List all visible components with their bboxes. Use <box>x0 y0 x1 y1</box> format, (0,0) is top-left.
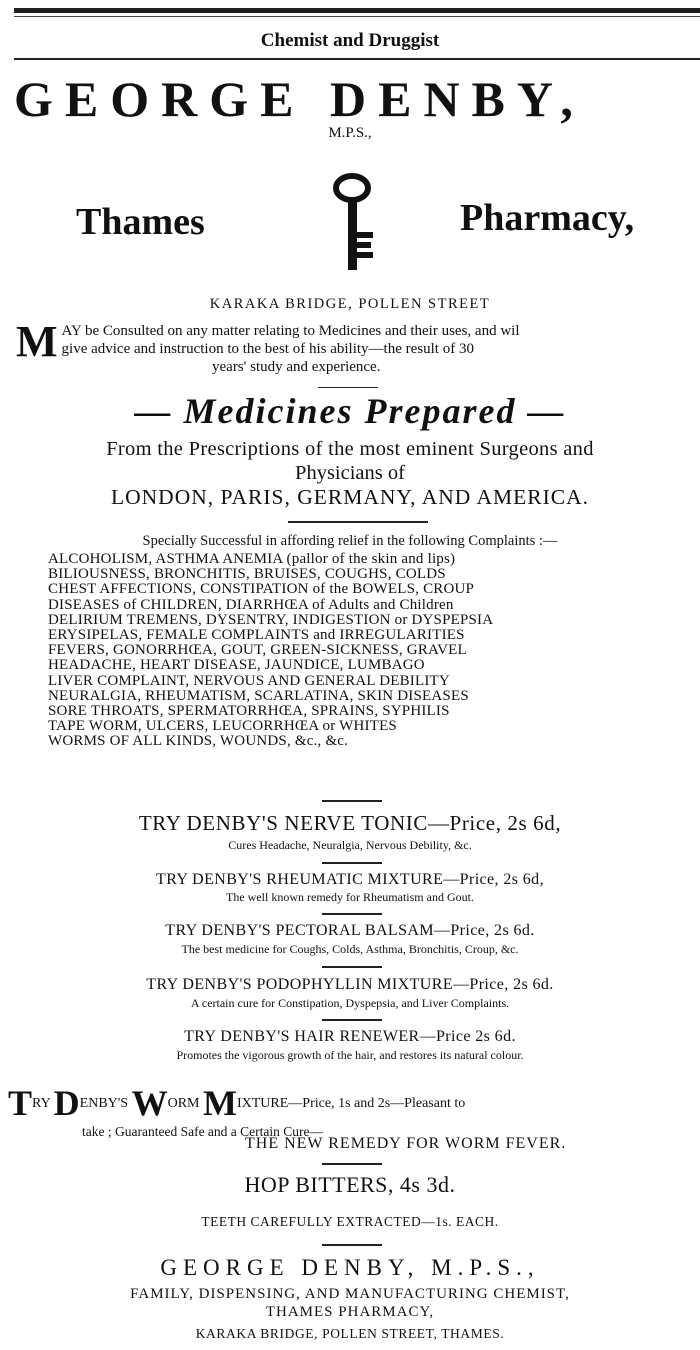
ornament-rule-4 <box>322 862 382 864</box>
consultation-notice <box>16 317 696 376</box>
complaint-line: LIVER COMPLAINT, NERVOUS AND GENERAL DEBILITY <box>48 672 450 689</box>
complaints-intro: Specially Successful in affording relief in the following Complaints :— <box>142 533 558 549</box>
footer-line-2: THAMES PHARMACY, <box>265 1304 435 1320</box>
ornament-rule-8 <box>322 1163 382 1165</box>
consultation-dropcap: M <box>16 317 58 366</box>
complaint-line: ALCOHOLISM, ASTHMA ANEMIA (pallor of the skin and lips) <box>48 551 456 567</box>
worm-word-4: IXTURE—Price, 1s and 2s—Pleasant to <box>236 1096 466 1111</box>
complaint-line: SORE THROATS, SPERMATORRHŒA, SPRAINS, SYPHILIS <box>48 703 450 720</box>
complaints-list <box>48 552 493 750</box>
teeth-extraction: TEETH CAREFULLY EXTRACTED—1s. EACH. <box>201 1214 499 1229</box>
product-desc-pectoral-balsam: The best medicine for Coughs, Colds, Asthma, Bronchitis, Croup, &c. <box>181 942 519 956</box>
product-desc-rheumatic-mixture: The well known remedy for Rheumatism and Gout. <box>226 890 474 904</box>
ornament-rule-6 <box>322 966 382 968</box>
worm-word-1: RY <box>32 1096 54 1111</box>
product-desc-podophyllin-mixture: A certain cure for Constipation, Dyspepsia, and Liver Complaints. <box>190 996 510 1010</box>
complaint-line: CHEST AFFECTIONS, CONSTIPATION of the BOWELS, CROUP <box>48 581 475 598</box>
complaint-line: BILIOUSNESS, BRONCHITIS, BRUISES, COUGHS, COLDS <box>48 566 446 583</box>
complaint-line: HEADACHE, HEART DISEASE, JAUNDICE, LUMBAGO <box>48 657 425 674</box>
footer-line-3: KARAKA BRIDGE, POLLEN STREET, THAMES. <box>195 1326 505 1341</box>
product-title-nerve-tonic: TRY DENBY'S NERVE TONIC—Price, 2s 6d, <box>138 811 562 835</box>
proprietor-name: GEORGE DENBY, <box>14 71 585 127</box>
complaint-line: TAPE WORM, ULCERS, LEUCORRHŒA or WHITES <box>48 718 397 735</box>
complaint-line: DELIRIUM TREMENS, DYSENTRY, INDIGESTION or DYSPEPSIA <box>48 611 494 628</box>
pharmacy-left-word: Thames <box>76 201 205 243</box>
complaint-line: ERYSIPELAS, FEMALE COMPLAINTS and IRREGULARITIES <box>48 627 465 644</box>
complaint-line: FEVERS, GONORRHŒA, GOUT, GREEN-SICKNESS, GRAVEL <box>48 642 467 659</box>
ornament-rule-1 <box>318 387 378 388</box>
consultation-line-3: years' study and experience. <box>212 359 381 375</box>
key-icon <box>330 170 376 274</box>
prescriptions-line-2: Physicians of <box>295 462 405 484</box>
worm-word-2: ENBY'S <box>79 1096 132 1111</box>
ornament-rule-9 <box>322 1244 382 1246</box>
heading: Chemist and Druggist <box>260 30 440 51</box>
ornament-rule-5 <box>322 913 382 915</box>
ornament-rule-2 <box>288 521 428 523</box>
ornament-rule-3 <box>322 800 382 802</box>
consultation-line-2: give advice and instruction to the best of his ability—the result of 30 <box>61 341 474 357</box>
top-rule <box>14 8 700 13</box>
product-desc-hair-renewer: Promotes the vigorous growth of the hair, and restores its natural colour. <box>176 1048 524 1062</box>
prescriptions-line-1: From the Prescriptions of the most eminent Surgeons and <box>106 438 594 460</box>
worm-cap-m: M <box>203 1083 237 1123</box>
consultation-line-1: AY be Consulted on any matter relating to Medicines and their uses, and wil <box>61 323 520 339</box>
proprietor-qualification: M.P.S., <box>328 125 372 141</box>
complaint-line: DISEASES of CHILDREN, DIARRHŒA of Adults and Children <box>48 596 454 613</box>
worm-cap-w: W <box>131 1083 168 1123</box>
medicines-title: — Medicines Prepared — <box>134 391 566 431</box>
worm-word-3: ORM <box>167 1096 203 1111</box>
pharmacy-right-word: Pharmacy, <box>460 197 635 239</box>
ornament-rule-7 <box>322 1019 382 1021</box>
top-thin-rule <box>14 16 700 17</box>
worm-cap-t: T <box>8 1083 33 1123</box>
worm-mixture-remedy: THE NEW REMEDY FOR WORM FEVER. <box>245 1135 567 1152</box>
cities-line: LONDON, PARIS, GERMANY, AND AMERICA. <box>110 485 589 509</box>
product-title-pectoral-balsam: TRY DENBY'S PECTORAL BALSAM—Price, 2s 6d. <box>165 922 535 939</box>
footer-line-1: FAMILY, DISPENSING, AND MANUFACTURING CHEMIST, <box>130 1286 570 1302</box>
worm-mixture-guarantee: take ; Guaranteed Safe and a Certain Cure— <box>82 1124 324 1139</box>
product-title-hair-renewer: TRY DENBY'S HAIR RENEWER—Price 2s 6d. <box>184 1028 516 1045</box>
product-desc-nerve-tonic: Cures Headache, Neuralgia, Nervous Debility, &c. <box>228 838 472 852</box>
pharmacy-address: KARAKA BRIDGE, POLLEN STREET <box>209 296 491 312</box>
product-title-rheumatic-mixture: TRY DENBY'S RHEUMATIC MIXTURE—Price, 2s 6d, <box>156 871 544 888</box>
complaint-line: WORMS OF ALL KINDS, WOUNDS, &c., &c. <box>48 733 349 750</box>
worm-cap-d: D <box>53 1083 80 1123</box>
hop-bitters: HOP BITTERS, 4s 3d. <box>244 1172 456 1197</box>
footer-name: GEORGE DENBY, M.P.S., <box>160 1255 540 1280</box>
complaint-line: NEURALGIA, RHEUMATISM, SCARLATINA, SKIN DISEASES <box>48 687 469 704</box>
heading-rule <box>14 58 700 60</box>
product-title-podophyllin-mixture: TRY DENBY'S PODOPHYLLIN MIXTURE—Price, 2s 6d. <box>146 976 554 993</box>
